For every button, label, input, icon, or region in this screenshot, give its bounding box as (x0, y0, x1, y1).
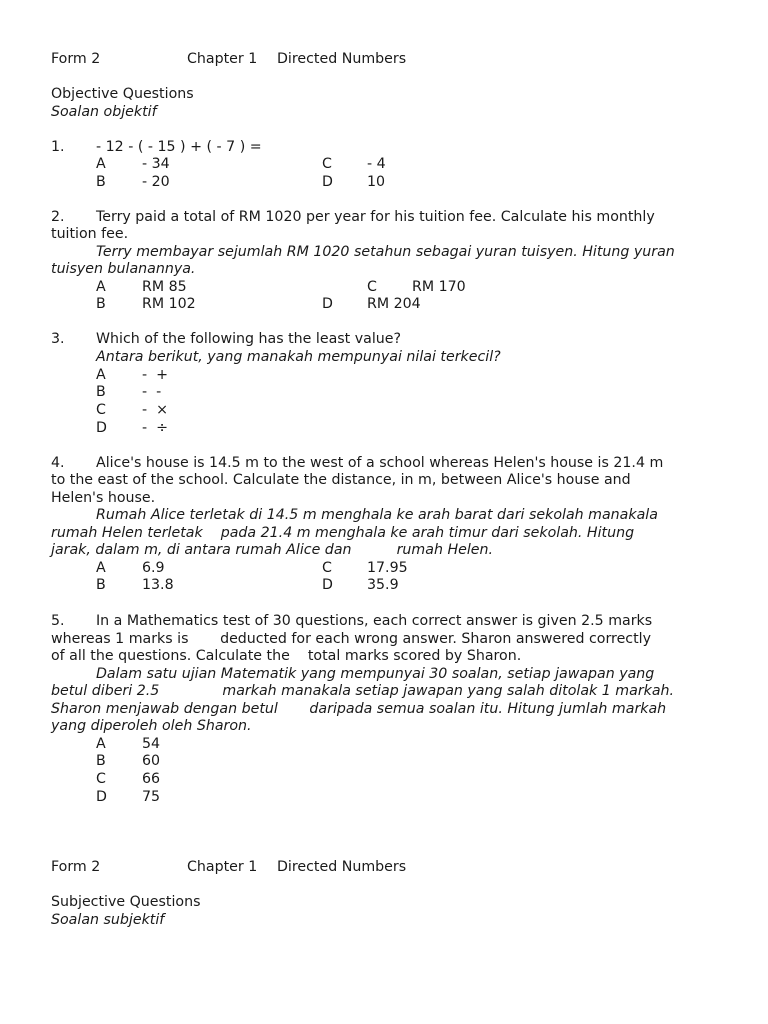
q4-option-value-a: 6.9 (142, 560, 165, 576)
header-topic: Directed Numbers (277, 859, 407, 875)
header-form: Form 2 (51, 51, 101, 67)
q4-option-value-d: 35.9 (367, 577, 399, 593)
q5-option-value-c: 66 (142, 771, 161, 787)
objective-title-ms: Soalan objektif (51, 104, 157, 120)
q2-option-value-b: RM 102 (142, 296, 196, 312)
q4-number: 4. (51, 455, 65, 471)
q5-stem-ms-line: Dalam satu ujian Matematik yang mempunyai 30 soalan, setiap jawapan yang (96, 666, 655, 682)
q2-option-value-c: RM 170 (412, 279, 466, 295)
q3-option-letter-a: A (96, 367, 106, 383)
q1-option-value-c: - 4 (367, 156, 386, 172)
header-chapter: Chapter 1 (187, 859, 258, 875)
q1-option-letter-d: D (322, 174, 333, 190)
q3-option-letter-b: B (96, 384, 106, 400)
header-chapter: Chapter 1 (187, 51, 258, 67)
q2-option-letter-a: A (96, 279, 106, 295)
q1-stem: - 12 - ( - 15 ) + ( - 7 ) = (96, 139, 262, 155)
q5-stem-ms-line: yang diperoleh oleh Sharon. (51, 718, 252, 734)
q4-stem-ms-line: Rumah Alice terletak di 14.5 m menghala ke arah barat dari sekolah manakala (96, 507, 658, 523)
q4-option-value-c: 17.95 (367, 560, 408, 576)
q4-stem-ms-line: jarak, dalam m, di antara rumah Alice dan rumah Helen. (51, 542, 494, 558)
objective-title: Objective Questions (51, 86, 194, 102)
q4-option-letter-c: C (322, 560, 332, 576)
q5-stem-line: whereas 1 marks is deducted for each wrong answer. Sharon answered correctly (51, 631, 652, 647)
q5-option-value-d: 75 (142, 789, 161, 805)
q5-option-letter-b: B (96, 753, 106, 769)
q2-stem-line: Terry paid a total of RM 1020 per year for his tuition fee. Calculate his monthly (96, 209, 655, 225)
q1-option-value-b: - 20 (142, 174, 170, 190)
q1-option-value-a: - 34 (142, 156, 170, 172)
q2-option-letter-d: D (322, 296, 333, 312)
q3-option-value-d: - ÷ (142, 420, 169, 436)
q3-option-letter-c: C (96, 402, 106, 418)
q3-option-value-c: - × (142, 402, 169, 418)
q5-number: 5. (51, 613, 65, 629)
header-topic: Directed Numbers (277, 51, 407, 67)
q2-number: 2. (51, 209, 65, 225)
q1-option-value-d: 10 (367, 174, 386, 190)
header-form: Form 2 (51, 859, 101, 875)
q4-option-letter-d: D (322, 577, 333, 593)
q4-option-letter-a: A (96, 560, 106, 576)
q4-stem-line: Alice's house is 14.5 m to the west of a school whereas Helen's house is 21.4 m (96, 455, 664, 471)
q5-option-letter-d: D (96, 789, 107, 805)
q1-number: 1. (51, 139, 65, 155)
q2-option-letter-c: C (367, 279, 377, 295)
q5-option-value-a: 54 (142, 736, 161, 752)
q4-option-letter-b: B (96, 577, 106, 593)
q3-option-letter-d: D (96, 420, 107, 436)
q1-option-letter-b: B (96, 174, 106, 190)
q4-stem-line: Helen's house. (51, 490, 156, 506)
q2-option-value-d: RM 204 (367, 296, 421, 312)
q2-option-value-a: RM 85 (142, 279, 187, 295)
q3-number: 3. (51, 331, 65, 347)
q1-option-letter-a: A (96, 156, 106, 172)
q2-stem-line: tuition fee. (51, 226, 129, 242)
q2-stem-ms-line: tuisyen bulanannya. (51, 261, 196, 277)
q5-stem-ms-line: Sharon menjawab dengan betul daripada semua soalan itu. Hitung jumlah markah (51, 701, 667, 717)
q5-option-letter-a: A (96, 736, 106, 752)
q5-stem-ms-line: betul diberi 2.5 markah manakala setiap jawapan yang salah ditolak 1 markah. (51, 683, 675, 699)
q5-stem-line: In a Mathematics test of 30 questions, each correct answer is given 2.5 marks (96, 613, 653, 629)
subjective-title-ms: Soalan subjektif (51, 912, 165, 928)
q4-stem-ms-line: rumah Helen terletak pada 21.4 m menghala ke arah timur dari sekolah. Hitung (51, 525, 635, 541)
q4-option-value-b: 13.8 (142, 577, 174, 593)
q2-option-letter-b: B (96, 296, 106, 312)
q5-option-value-b: 60 (142, 753, 161, 769)
q3-stem: Which of the following has the least value? (96, 331, 402, 347)
subjective-title: Subjective Questions (51, 894, 201, 910)
q3-stem-ms: Antara berikut, yang manakah mempunyai nilai terkecil? (96, 349, 501, 365)
q3-option-value-b: - - (142, 384, 162, 400)
q3-option-value-a: - + (142, 367, 169, 383)
q5-stem-line: of all the questions. Calculate the total marks scored by Sharon. (51, 648, 522, 664)
q1-option-letter-c: C (322, 156, 332, 172)
q5-option-letter-c: C (96, 771, 106, 787)
q2-stem-ms-line: Terry membayar sejumlah RM 1020 setahun sebagai yuran tuisyen. Hitung yuran (96, 244, 675, 260)
q4-stem-line: to the east of the school. Calculate the distance, in m, between Alice's house and (51, 472, 631, 488)
